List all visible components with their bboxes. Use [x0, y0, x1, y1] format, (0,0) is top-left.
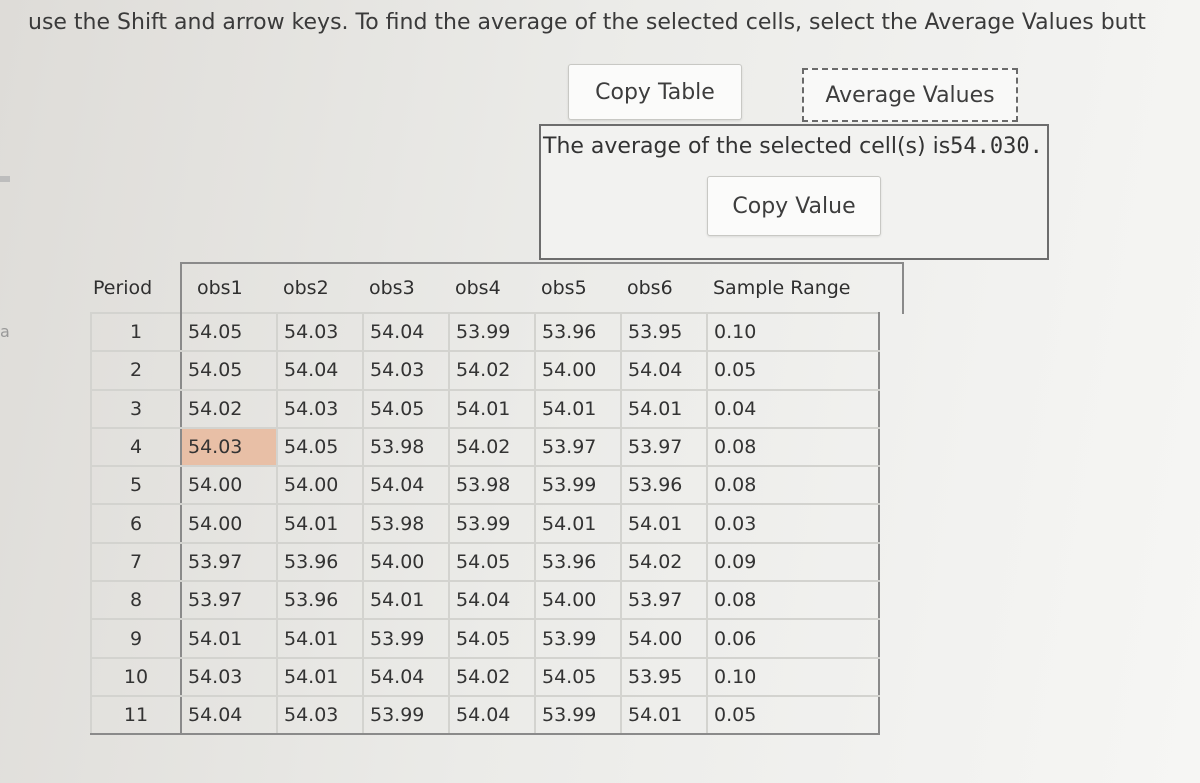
cell-obs4[interactable]: 53.99 — [449, 313, 535, 351]
cell-period[interactable]: 2 — [91, 351, 181, 389]
data-table — [90, 264, 880, 735]
cell-obs1[interactable]: 54.05 — [181, 351, 277, 389]
cell-obs5[interactable]: 53.99 — [535, 619, 621, 657]
cell-period[interactable]: 11 — [91, 696, 181, 734]
cell-obs4[interactable]: 54.02 — [449, 351, 535, 389]
cell-obs3[interactable]: 54.04 — [363, 658, 449, 696]
cell-obs6[interactable]: 53.97 — [621, 428, 707, 466]
average-result-value: 54.030. — [950, 134, 1043, 159]
cell-obs2[interactable]: 54.00 — [277, 466, 363, 504]
cell-obs2[interactable]: 54.04 — [277, 351, 363, 389]
average-values-button[interactable]: Average Values — [802, 68, 1018, 122]
cell-obs2[interactable]: 54.03 — [277, 313, 363, 351]
cell-obs6[interactable]: 54.01 — [621, 390, 707, 428]
cell-sample-range[interactable]: 0.08 — [707, 581, 879, 619]
cell-obs1[interactable]: 53.97 — [181, 543, 277, 581]
cell-obs2[interactable]: 54.01 — [277, 619, 363, 657]
cell-obs4[interactable]: 54.04 — [449, 696, 535, 734]
column-header-sample-range: Sample Range — [713, 277, 851, 299]
table-body — [91, 313, 879, 734]
column-header-obs6: obs6 — [627, 277, 673, 299]
table-row — [91, 543, 879, 581]
cell-period[interactable]: 6 — [91, 504, 181, 542]
cell-period[interactable]: 3 — [91, 390, 181, 428]
instructions-text: use the Shift and arrow keys. To find the average of the selected cells, select the Average Values butt — [28, 10, 1146, 35]
cell-obs3[interactable]: 53.99 — [363, 619, 449, 657]
cell-sample-range[interactable]: 0.03 — [707, 504, 879, 542]
cell-period[interactable]: 9 — [91, 619, 181, 657]
cell-obs1[interactable]: 54.00 — [181, 466, 277, 504]
cell-obs1[interactable]: 54.03 — [181, 428, 277, 466]
table-row — [91, 658, 879, 696]
cell-obs6[interactable]: 53.96 — [621, 466, 707, 504]
column-header-obs3: obs3 — [369, 277, 415, 299]
cell-sample-range[interactable]: 0.05 — [707, 351, 879, 389]
table-row — [91, 619, 879, 657]
cell-period[interactable]: 10 — [91, 658, 181, 696]
cell-obs5[interactable]: 54.01 — [535, 390, 621, 428]
cell-obs2[interactable]: 54.01 — [277, 504, 363, 542]
table-row — [91, 351, 879, 389]
cell-obs3[interactable]: 54.03 — [363, 351, 449, 389]
cell-obs1[interactable]: 54.02 — [181, 390, 277, 428]
cell-obs6[interactable]: 54.04 — [621, 351, 707, 389]
cell-obs3[interactable]: 54.00 — [363, 543, 449, 581]
cell-obs5[interactable]: 53.99 — [535, 696, 621, 734]
table-row — [91, 696, 879, 734]
cell-obs2[interactable]: 54.03 — [277, 696, 363, 734]
cell-obs1[interactable]: 53.97 — [181, 581, 277, 619]
cell-period[interactable]: 5 — [91, 466, 181, 504]
cell-obs3[interactable]: 53.98 — [363, 504, 449, 542]
column-header-obs2: obs2 — [283, 277, 329, 299]
cell-obs2[interactable]: 54.03 — [277, 390, 363, 428]
cell-obs2[interactable]: 54.05 — [277, 428, 363, 466]
cell-obs6[interactable]: 54.01 — [621, 696, 707, 734]
average-result-label: The average of the selected cell(s) is — [543, 134, 951, 159]
table-header-row — [91, 264, 879, 313]
table-row — [91, 466, 879, 504]
table-row — [91, 390, 879, 428]
cell-obs1[interactable]: 54.01 — [181, 619, 277, 657]
cell-obs5[interactable]: 54.05 — [535, 658, 621, 696]
cell-obs6[interactable]: 53.95 — [621, 658, 707, 696]
cell-obs1[interactable]: 54.03 — [181, 658, 277, 696]
cell-obs4[interactable]: 54.02 — [449, 428, 535, 466]
cell-obs6[interactable]: 54.00 — [621, 619, 707, 657]
column-header-obs4: obs4 — [455, 277, 501, 299]
cell-sample-range[interactable]: 0.10 — [707, 313, 879, 351]
table-row — [91, 428, 879, 466]
cell-obs3[interactable]: 53.99 — [363, 696, 449, 734]
table-row — [91, 313, 879, 351]
cell-sample-range[interactable]: 0.08 — [707, 428, 879, 466]
cell-obs4[interactable]: 54.05 — [449, 619, 535, 657]
cell-sample-range[interactable]: 0.08 — [707, 466, 879, 504]
cell-obs5[interactable]: 53.99 — [535, 466, 621, 504]
cell-sample-range[interactable]: 0.10 — [707, 658, 879, 696]
cell-obs6[interactable]: 54.01 — [621, 504, 707, 542]
cell-obs4[interactable]: 54.02 — [449, 658, 535, 696]
column-header-obs1: obs1 — [197, 277, 243, 299]
cell-period[interactable]: 4 — [91, 428, 181, 466]
copy-table-button[interactable]: Copy Table — [568, 64, 742, 120]
table-row — [91, 581, 879, 619]
cell-obs3[interactable]: 54.01 — [363, 581, 449, 619]
data-table-container — [90, 264, 898, 744]
cell-obs1[interactable]: 54.04 — [181, 696, 277, 734]
cell-obs4[interactable]: 54.04 — [449, 581, 535, 619]
cell-obs2[interactable]: 53.96 — [277, 543, 363, 581]
cell-obs2[interactable]: 54.01 — [277, 658, 363, 696]
cell-obs3[interactable]: 53.98 — [363, 428, 449, 466]
cell-obs5[interactable]: 53.96 — [535, 313, 621, 351]
cell-obs6[interactable]: 54.02 — [621, 543, 707, 581]
cell-obs5[interactable]: 54.00 — [535, 581, 621, 619]
cell-obs6[interactable]: 53.95 — [621, 313, 707, 351]
column-header-period: Period — [93, 277, 153, 299]
cell-obs4[interactable]: 54.01 — [449, 390, 535, 428]
cell-obs2[interactable]: 53.96 — [277, 581, 363, 619]
left-edge-bar — [0, 176, 10, 182]
cell-obs1[interactable]: 54.00 — [181, 504, 277, 542]
cell-obs5[interactable]: 53.97 — [535, 428, 621, 466]
cell-period[interactable]: 1 — [91, 313, 181, 351]
column-header-obs5: obs5 — [541, 277, 587, 299]
cell-obs4[interactable]: 53.99 — [449, 504, 535, 542]
cell-obs4[interactable]: 53.98 — [449, 466, 535, 504]
cell-obs1[interactable]: 54.05 — [181, 313, 277, 351]
cell-sample-range[interactable]: 0.05 — [707, 696, 879, 734]
copy-value-button[interactable]: Copy Value — [707, 176, 881, 236]
cell-obs5[interactable]: 54.01 — [535, 504, 621, 542]
cell-sample-range[interactable]: 0.06 — [707, 619, 879, 657]
table-row — [91, 504, 879, 542]
cell-sample-range[interactable]: 0.04 — [707, 390, 879, 428]
cell-sample-range[interactable]: 0.09 — [707, 543, 879, 581]
cell-obs3[interactable]: 54.04 — [363, 313, 449, 351]
average-result-text — [543, 134, 1043, 159]
cell-obs4[interactable]: 54.05 — [449, 543, 535, 581]
cell-obs5[interactable]: 53.96 — [535, 543, 621, 581]
cell-obs5[interactable]: 54.00 — [535, 351, 621, 389]
cell-obs3[interactable]: 54.04 — [363, 466, 449, 504]
cell-period[interactable]: 8 — [91, 581, 181, 619]
cell-obs3[interactable]: 54.05 — [363, 390, 449, 428]
left-edge-letter: a — [0, 322, 10, 341]
cell-period[interactable]: 7 — [91, 543, 181, 581]
cell-obs6[interactable]: 53.97 — [621, 581, 707, 619]
